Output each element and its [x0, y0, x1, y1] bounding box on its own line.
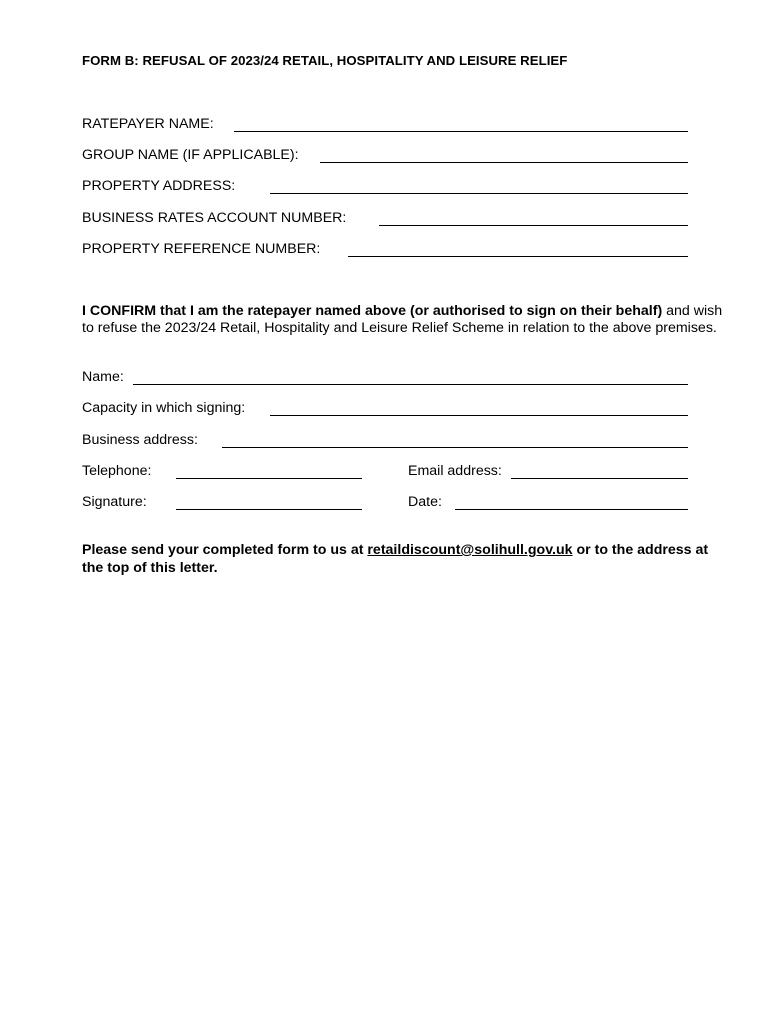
- business-address-label: Business address:: [82, 432, 198, 448]
- group-name-field[interactable]: [320, 162, 688, 163]
- group-name-label: GROUP NAME (IF APPLICABLE):: [82, 147, 299, 163]
- email-label: Email address:: [408, 463, 502, 479]
- name-row: [0, 368, 770, 388]
- property-reference-label: PROPERTY REFERENCE NUMBER:: [82, 241, 321, 257]
- send-text-before: Please send your completed form to us at: [82, 542, 368, 558]
- signature-field[interactable]: [176, 509, 362, 510]
- ratepayer-name-label: RATEPAYER NAME:: [82, 116, 214, 132]
- property-address-field[interactable]: [270, 193, 688, 194]
- property-reference-row: [0, 240, 770, 260]
- business-rates-account-field[interactable]: [379, 225, 688, 226]
- property-address-label: PROPERTY ADDRESS:: [82, 178, 236, 194]
- business-rates-account-label: BUSINESS RATES ACCOUNT NUMBER:: [82, 210, 347, 226]
- capacity-field[interactable]: [270, 415, 688, 416]
- signature-date-row: [0, 493, 770, 513]
- business-rates-account-row: [0, 209, 770, 229]
- telephone-label: Telephone:: [82, 463, 152, 479]
- telephone-field[interactable]: [176, 478, 362, 479]
- capacity-row: [0, 399, 770, 419]
- date-label: Date:: [408, 494, 442, 510]
- confirmation-bold-text: I CONFIRM that I am the ratepayer named above (or authorised to sign on their behalf): [82, 303, 663, 319]
- send-text-after: or to the address at the top of this letter.: [82, 542, 709, 576]
- confirmation-paragraph: [82, 303, 732, 337]
- business-address-row: [0, 431, 770, 451]
- group-name-row: [0, 146, 770, 166]
- name-field[interactable]: [133, 384, 688, 385]
- property-address-row: [0, 177, 770, 197]
- form-title: FORM B: REFUSAL OF 2023/24 RETAIL, HOSPITALITY AND LEISURE RELIEF: [82, 53, 568, 68]
- business-address-field[interactable]: [222, 447, 688, 448]
- property-reference-field[interactable]: [348, 256, 688, 257]
- signature-label: Signature:: [82, 494, 147, 510]
- ratepayer-name-row: [0, 115, 770, 135]
- confirmation-body-text: and wish to refuse the 2023/24 Retail, Hospitality and Leisure Relief Scheme in relation to the above premises.: [82, 303, 723, 336]
- send-email-link[interactable]: retaildiscount@solihull.gov.uk: [367, 542, 573, 558]
- name-label: Name:: [82, 369, 124, 385]
- telephone-email-row: [0, 462, 770, 482]
- send-instructions: [82, 541, 722, 577]
- ratepayer-name-field[interactable]: [234, 131, 688, 132]
- email-field[interactable]: [511, 478, 688, 479]
- capacity-label: Capacity in which signing:: [82, 400, 246, 416]
- date-field[interactable]: [455, 509, 688, 510]
